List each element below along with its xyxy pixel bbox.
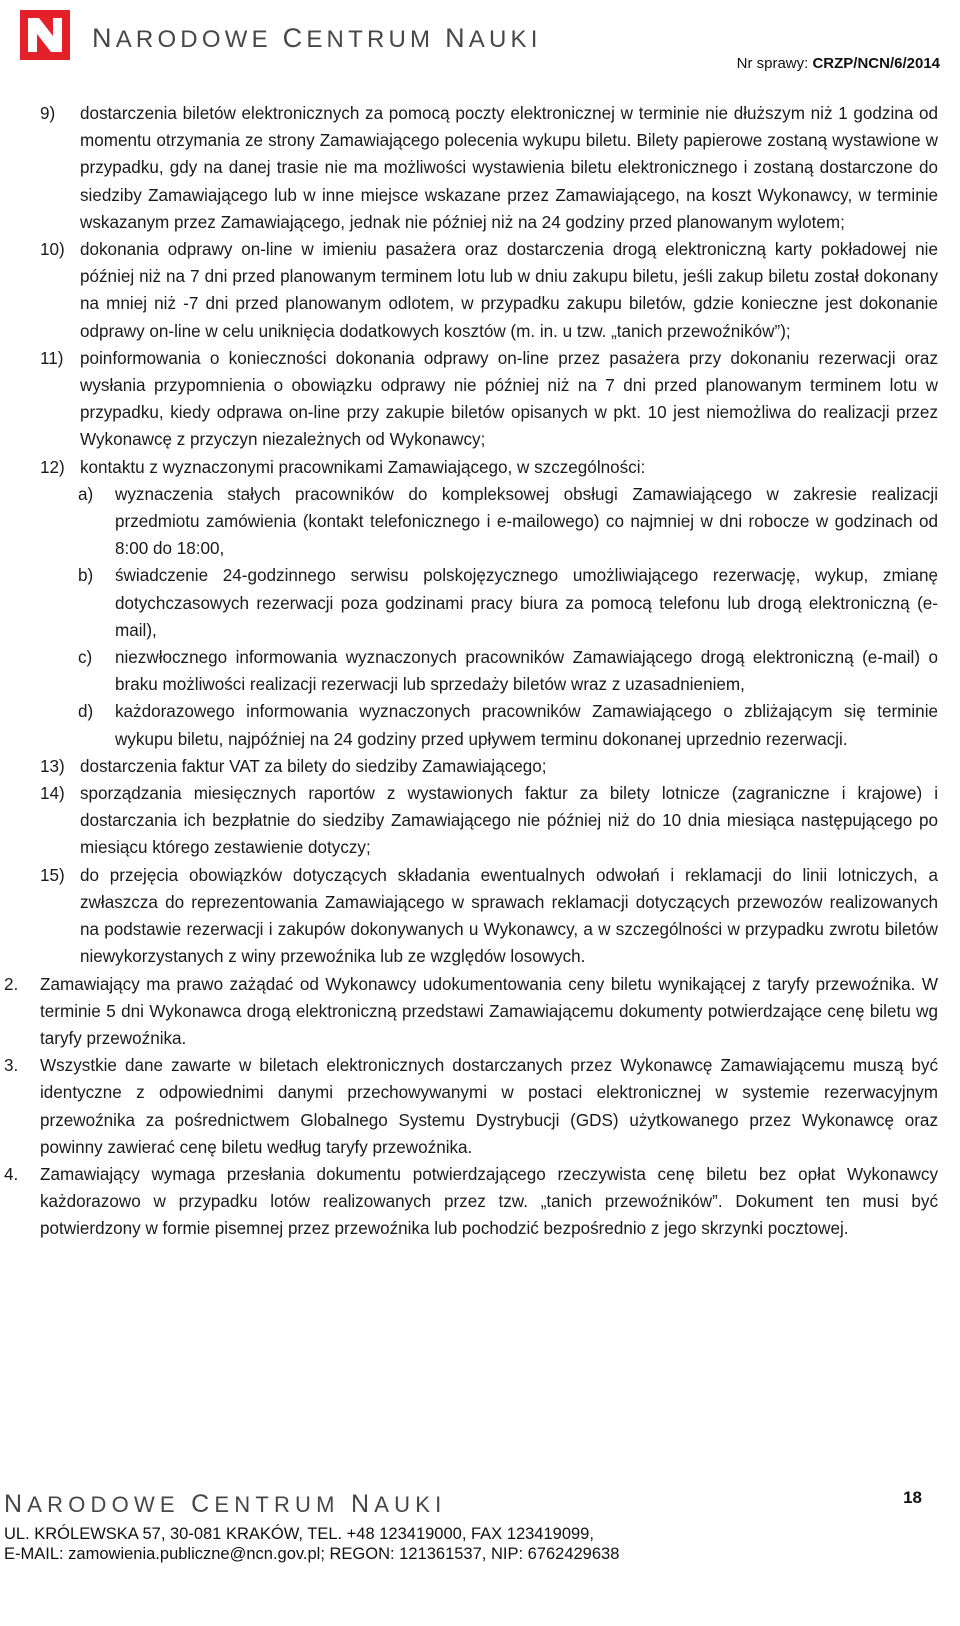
section-number: 2. — [4, 974, 19, 994]
section-item — [0, 971, 960, 1053]
brand-name: NARODOWE CENTRUM NAUKI — [92, 23, 542, 53]
item-text: wyznaczenia stałych pracowników do kompleksowej obsługi Zamawiającego w zakresie realizacji przedmiotu zamówienia (kontakt telefonicznego i e-mailowego) co najmniej w dni robocze w godzinach od 8:00 do 18:00, — [115, 484, 938, 559]
address-line: UL. KRÓLEWSKA 57, 30-081 KRAKÓW, TEL. +48 123419000, FAX 123419099, — [4, 1525, 594, 1543]
item-number: 10) — [40, 240, 65, 260]
page-number: 18 — [903, 1488, 922, 1507]
list-item — [0, 753, 960, 780]
item-text: poinformowania o konieczności dokonania odprawy on-line przez pasażera przy dokonaniu rezerwacji oraz wysłania przypomnienia o obowiązku odprawy nie później niż na 7 dni przed planowanym terminem lotu w przypadku, kiedy odprawa on-line przy zakupie biletów opisanych w pkt. 10 jest niemożliwa do realizacji przez Wykonawcę z przyczyn niezależnych od Wykonawcy; — [80, 348, 938, 450]
footer-address — [4, 1524, 619, 1564]
item-text: do przejęcia obowiązków dotyczących składania ewentualnych odwołań i reklamacji do linii lotniczych, a zwłaszcza do reprezentowania Zamawiającego w sprawach reklamacji dotyczących przewozów realizowanych na podstawie rezerwacji i zakupów dokonywanych u Wykonawcy, a w szczególności w przypadku zwrotu biletów niewykorzystanych z winy przewoźnika lub ze względów losowych. — [80, 865, 938, 967]
case-number: Nr sprawy: CRZP/NCN/6/2014 — [736, 55, 940, 72]
item-letter: a) — [78, 484, 94, 504]
item-letter: c) — [78, 648, 93, 668]
item-text: sporządzania miesięcznych raportów z wystawionych faktur za bilety lotnicze (zagraniczne i krajowe) i dostarczania ich bezpłatnie do siedziby Zamawiającego nie później niż do 10 dnia miesiąca następującego po miesiącu którego zestawienie dotyczy; — [80, 784, 938, 858]
list-item — [0, 454, 960, 481]
sub-list-item — [0, 481, 960, 563]
contact-line: E-MAIL: zamowienia.publiczne@ncn.gov.pl; REGON: 121361537, NIP: 6762429638 — [4, 1545, 620, 1563]
section-number: 3. — [4, 1056, 19, 1076]
item-text: niezwłocznego informowania wyznaczonych pracowników Zamawiającego drogą elektroniczną (e-mail) o braku możliwości realizacji rezerwacji lub sprzedaży biletów wraz z uzasadnieniem, — [115, 648, 938, 695]
item-text: dostarczenia biletów elektronicznych za pomocą poczty elektronicznej w terminie nie dłuższym niż 1 godzina od momentu otrzymania ze strony Zamawiającego polecenia wykupu biletu. Bilety papierowe zostaną wystawione w przypadku, gdy na danej trasie nie ma możliwości wystawienia biletu elektronicznego i zostaną dostarczone do siedziby Zamawiającego lub w inne miejsce wskazane przez Zamawiającego, na koszt Wykonawcy, w terminie wskazanym przez Zamawiającego, jednak nie później niż na 24 godziny przed planowanym wylotem; — [80, 104, 938, 232]
sub-list-item — [0, 644, 960, 698]
item-text: dostarczenia faktur VAT za bilety do siedziby Zamawiającego; — [80, 756, 547, 776]
item-text: każdorazowego informowania wyznaczonych pracowników Zamawiającego o zbliżającym się terminie wykupu biletu, najpóźniej na 24 godziny przed upływem terminu dokonanej uprzednio rezerwacji. — [115, 702, 938, 749]
list-item — [0, 345, 960, 454]
item-number: 13) — [40, 756, 65, 776]
list-item — [0, 236, 960, 345]
section-item — [0, 1161, 960, 1243]
ncn-logo-icon — [20, 10, 70, 60]
list-item — [0, 100, 960, 236]
footer-brand: NARODOWE CENTRUM NAUKI — [4, 1490, 447, 1518]
section-text: Zamawiający ma prawo zażądać od Wykonawcy udokumentowania ceny biletu wynikającej z taryfy przewoźnika. W terminie 5 dni Wykonawca drogą elektroniczną przedstawi Zamawiającemu dokumenty potwierdzające cenę biletu wg taryfy przewoźnika. — [40, 974, 938, 1048]
list-item — [0, 780, 960, 862]
document-body — [0, 100, 960, 1243]
section-text: Wszystkie dane zawarte w biletach elektronicznych dostarczanych przez Wykonawcę Zamawiającemu muszą być identyczne z odpowiednimi danymi przechowywanymi w postaci elektronicznej w systemie rezerwacyjnym przewoźnika za pośrednictwem Globalnego Systemu Dystrybucji (GDS) użytkowanego przez Wykonawcę oraz powinny zawierać cenę biletu według taryfy przewoźnika. — [40, 1056, 938, 1157]
item-number: 14) — [40, 784, 65, 804]
item-letter: d) — [78, 702, 94, 722]
sub-list-item — [0, 698, 960, 752]
item-text: kontaktu z wyznaczonymi pracownikami Zamawiającego, w szczególności: — [80, 457, 646, 477]
item-number: 12) — [40, 457, 65, 477]
page-header — [0, 0, 960, 100]
item-number: 9) — [40, 104, 56, 123]
item-text: dokonania odprawy on-line w imieniu pasażera oraz dostarczenia drogą elektroniczną karty pokładowej nie później niż na 7 dni przed planowanym terminem lotu lub w dniu zakupu biletu, jeśli zakup biletu został dokonany na mniej niż -7 dni przed planowanym odlotem, w przypadku zakupu biletów, gdzie konieczne jest dokonanie odprawy on-line w celu uniknięcia dodatkowych kosztów (m. in. u tzw. „tanich przewoźników”); — [80, 240, 938, 341]
sub-list-item — [0, 562, 960, 644]
section-item — [0, 1052, 960, 1161]
section-number: 4. — [4, 1164, 19, 1184]
item-text: świadczenie 24-godzinnego serwisu polskojęzycznego umożliwiającego rezerwację, wykup, zmianę dotychczasowych rezerwacji poza godzinami pracy biura za pomocą telefonu lub drogą elektroniczną (e-mail), — [115, 566, 938, 640]
list-item — [0, 862, 960, 971]
item-number: 15) — [40, 865, 65, 885]
section-text: Zamawiający wymaga przesłania dokumentu potwierdzającego rzeczywista cenę biletu bez opłat Wykonawcy każdorazowo w przypadku lotów realizowanych przez tzw. „tanich przewoźników”. Dokument ten musi być potwierdzony w formie pisemnej przez przewoźnika lub pochodzić bezpośrednio z jego skrzynki pocztowej. — [40, 1164, 938, 1239]
item-number: 11) — [40, 348, 64, 368]
item-letter: b) — [78, 566, 94, 586]
